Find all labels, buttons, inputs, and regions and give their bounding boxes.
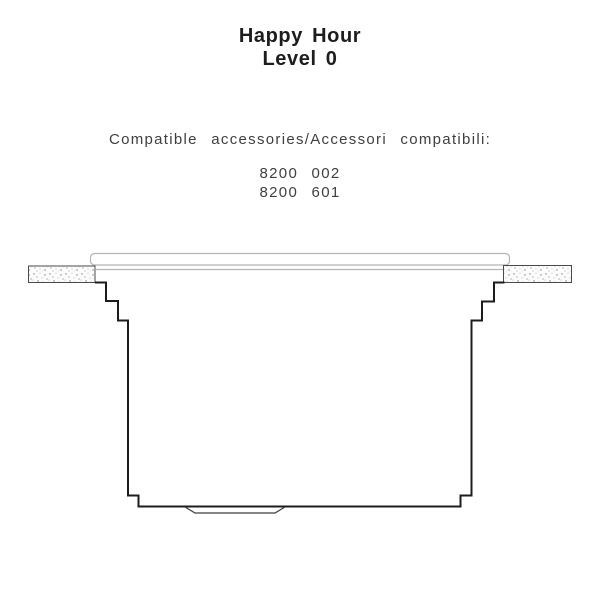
level-subtitle: Level 0 [262, 48, 338, 70]
countertop-right-hatch [504, 266, 572, 283]
drain-recess-outline [185, 507, 285, 513]
product-title: Happy Hour [238, 25, 362, 47]
bowl-stepped-profile [95, 283, 505, 507]
accessories-heading: Compatible accessories/Accessori compatibili: [108, 131, 492, 148]
accessory-code: 8200 002 [259, 165, 341, 182]
accessory-code: 8200 601 [259, 184, 341, 201]
countertop-left-hatch [29, 266, 96, 283]
sink-lid-outline [91, 254, 510, 266]
